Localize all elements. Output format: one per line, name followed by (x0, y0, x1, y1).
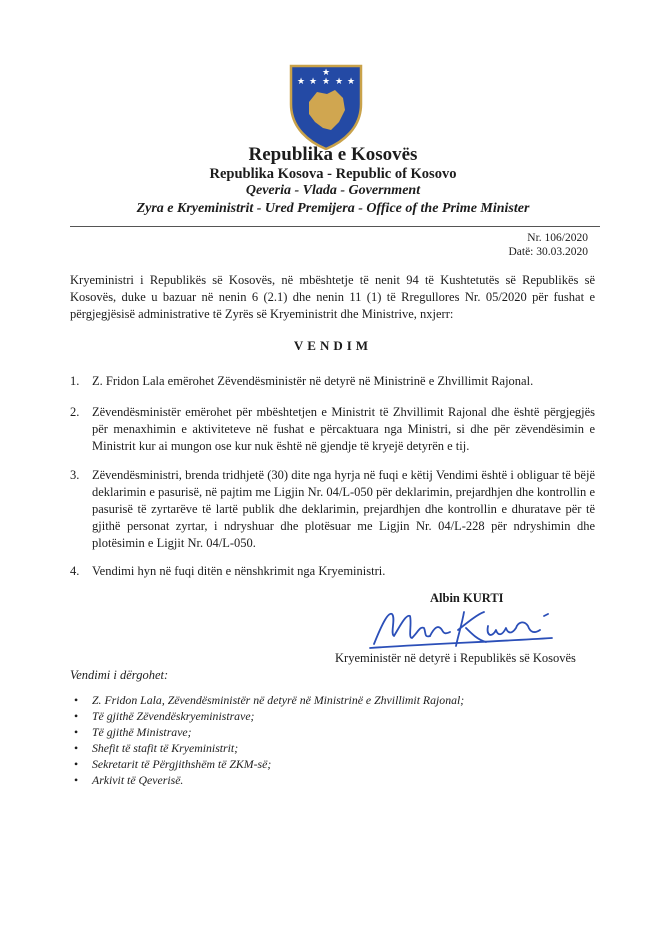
recipient-text: Shefit të stafit të Kryeministrit; (92, 741, 239, 755)
header-divider (70, 226, 600, 227)
decision-item (70, 373, 595, 390)
decision-item (70, 467, 595, 552)
preamble-paragraph: Kryeministri i Republikës së Kosovës, në mbështetje të nenit 94 të Kushtetutës së Republikës së Kosovës, duke u bazuar në nenin 6 (2.1) dhe nenin 11 (1) të Rregullores Nr. 05/2020 për fushat e përgjegjësisë administrative të Zyrës së Kryeministrit dhe Ministrive, nxjerr: (70, 273, 595, 321)
header-line-3: Qeveria - Vlada - Government (245, 183, 421, 198)
item-text: Zëvendësministër emërohet për mbështetjen e Ministrit të Zhvillimit Rajonal dhe është përgjegjës për menaxhimin e aktiviteteve në fushat e përcaktuara nga Ministri, si dhe për zëvendësimin e Ministrit kur ai mungon ose kur nuk është në gjendje të kryejë detyrën e tij. (92, 405, 595, 453)
bullet-icon: • (74, 757, 79, 771)
recipients-title: Vendimi i dërgohet: (70, 668, 169, 682)
decision-title: VENDIM (293, 338, 373, 353)
recipient-text: Sekretarit të Përgjithshëm të ZKM-së; (92, 757, 272, 771)
header-line-1: Republika e Kosovës (248, 144, 418, 165)
handwritten-signature (368, 604, 558, 650)
bullet-icon: • (74, 773, 79, 787)
document-number: Nr. 106/2020 (527, 232, 588, 244)
signer-name: Albin KURTI (430, 591, 504, 605)
signer-title: Kryeministër në detyrë i Republikës së Kosovës (335, 651, 576, 665)
list-item (70, 756, 590, 772)
item-number: 4. (70, 564, 80, 578)
item-number: 3. (70, 468, 80, 482)
item-text: Zëvendësministri, brenda tridhjetë (30) dite nga hyrja në fuqi e këtij Vendimi është i obliguar të bëjë deklarimin e pasurisë, në pajtim me Ligjin Nr. 04/L-050 për deklarimin, prejardhjen dhe kontrollin e pasurisë të zyrtarëve të lartë publik dhe deklarimin, prejardhjen dhe kontrollin e dhuratave për të gjithë personat zyrtar, i ndryshuar dhe plotësuar me Ligjin Nr. 04/L-228 për ndryshimin dhe plotësimin e Ligjit Nr. 04/L-050. (92, 468, 595, 550)
header-line-2: Republika Kosova - Republic of Kosovo (209, 166, 457, 182)
bullet-icon: • (74, 693, 79, 707)
item-text: Z. Fridon Lala emërohet Zëvendësministër në detyrë në Ministrinë e Zhvillimit Rajonal. (92, 374, 534, 388)
svg-text:★: ★ (334, 77, 344, 87)
list-item (70, 692, 590, 708)
svg-text:★: ★ (346, 77, 356, 87)
header-line-4: Zyra e Kryeministrit - Ured Premijera - Office of the Prime Minister (136, 201, 530, 216)
recipient-text: Të gjithë Zëvendëskryeministrave; (92, 709, 255, 723)
list-item (70, 708, 590, 724)
item-number: 2. (70, 405, 80, 419)
recipients-list (70, 692, 590, 788)
kosovo-coat-of-arms-icon (287, 64, 365, 150)
list-item (70, 724, 590, 740)
svg-text:★: ★ (321, 68, 331, 78)
list-item (70, 772, 590, 788)
recipient-text: Arkivit të Qeverisë. (92, 773, 184, 787)
recipient-text: Të gjithë Ministrave; (92, 725, 192, 739)
bullet-icon: • (74, 741, 79, 755)
svg-text:★: ★ (296, 77, 306, 87)
item-number: 1. (70, 374, 80, 388)
svg-text:★: ★ (321, 77, 331, 87)
bullet-icon: • (74, 709, 79, 723)
item-text: Vendimi hyn në fuqi ditën e nënshkrimit nga Kryeministri. (92, 564, 386, 578)
decision-item (70, 404, 595, 455)
decision-item (70, 563, 595, 580)
svg-text:★: ★ (308, 77, 318, 87)
recipient-text: Z. Fridon Lala, Zëvendësministër në detyrë në Ministrinë e Zhvillimit Rajonal; (92, 693, 465, 707)
list-item (70, 740, 590, 756)
bullet-icon: • (74, 725, 79, 739)
document-date: Datë: 30.03.2020 (508, 246, 588, 258)
